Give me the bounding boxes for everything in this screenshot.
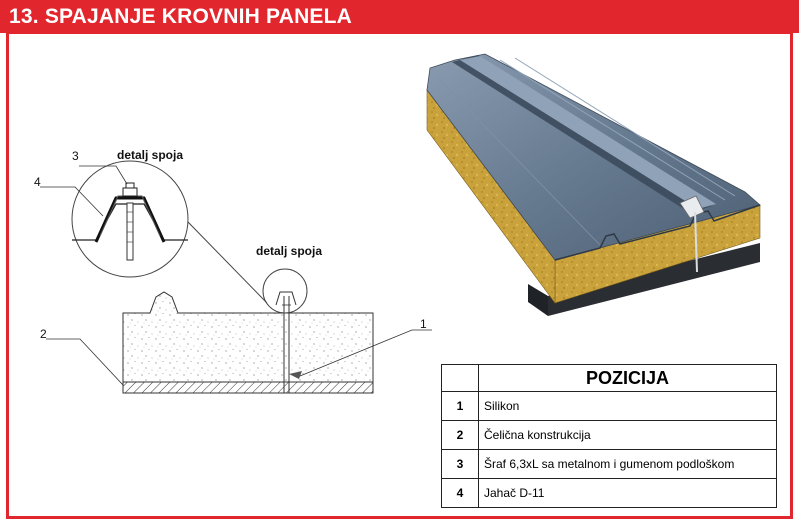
row-number: 2: [442, 421, 479, 450]
detail-label-small: detalj spoja: [256, 244, 323, 258]
callout-4: 4: [34, 175, 41, 189]
row-description: Silikon: [479, 392, 777, 421]
callout-3: 3: [72, 149, 79, 163]
callout-1: 1: [420, 317, 427, 331]
table-row: [442, 479, 777, 508]
large-detail-circle: [72, 161, 188, 277]
row-description: Šraf 6,3xL sa metalnom i gumenom podloškom: [479, 450, 777, 479]
table-header-blank: [442, 365, 479, 392]
panel-cross-section: [123, 292, 373, 393]
table-header-row: [442, 365, 777, 392]
row-description: Čelična konstrukcija: [479, 421, 777, 450]
table-row: [442, 450, 777, 479]
row-description: Jahač D-11: [479, 479, 777, 508]
table-row: [442, 392, 777, 421]
detail-connector-line: [188, 222, 267, 303]
small-detail-circle: [263, 269, 307, 313]
position-table: [441, 364, 777, 508]
panel-3d-illustration: [427, 54, 760, 316]
callout-2: 2: [40, 327, 47, 341]
table-title: POZICIJA: [479, 365, 777, 392]
row-number: 4: [442, 479, 479, 508]
page-title: 13. SPAJANJE KROVNIH PANELA: [0, 0, 799, 33]
row-number: 3: [442, 450, 479, 479]
detail-label-large: detalj spoja: [117, 148, 184, 162]
table-row: [442, 421, 777, 450]
row-number: 1: [442, 392, 479, 421]
